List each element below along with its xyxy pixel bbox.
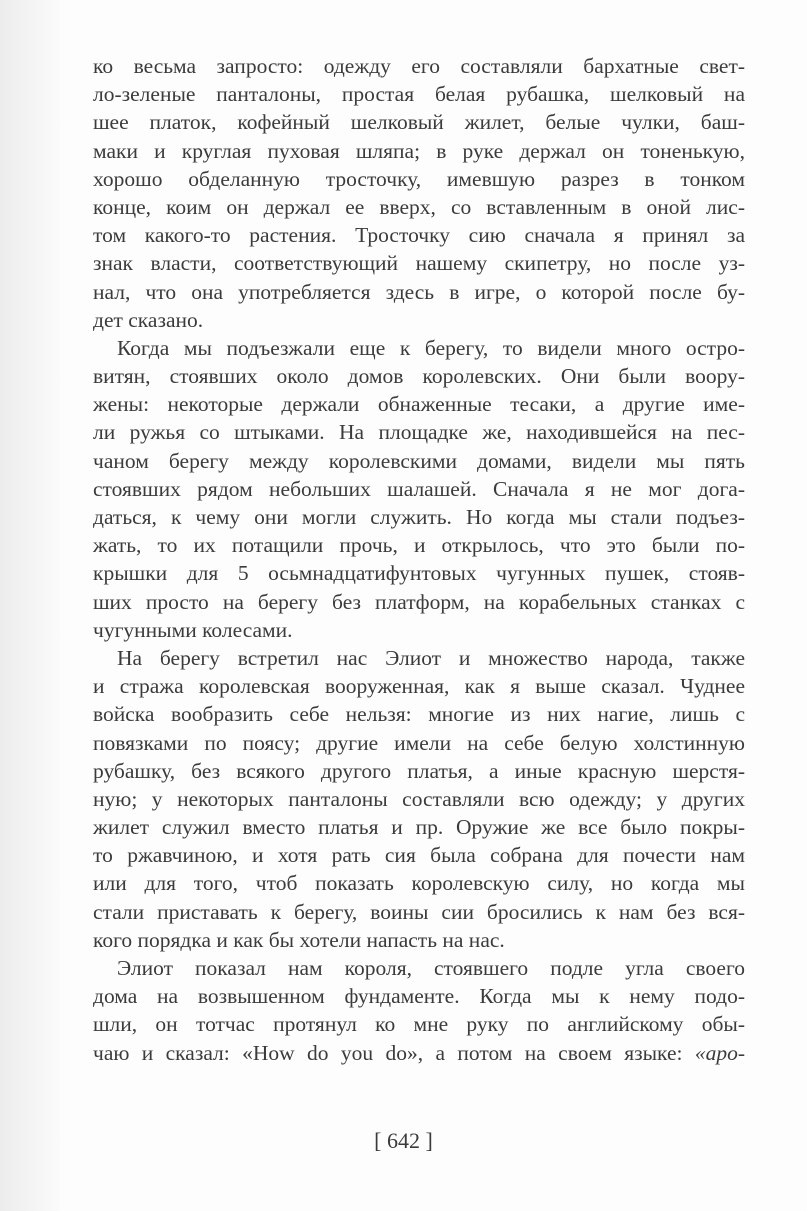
text-line: или для того, чтоб показать королевскую силу, но когда мы bbox=[93, 871, 745, 896]
page-edge-shadow bbox=[0, 0, 60, 1211]
text-line: войска вообразить себе нельзя: многие из них нагие, лишь с bbox=[93, 702, 745, 727]
text-line: ших просто на берегу без платформ, на корабельных станках с bbox=[93, 589, 745, 614]
text-line: ли ружья со штыками. На площадке же, находившейся на пес- bbox=[93, 420, 745, 445]
text-line: том какого-то растения. Тросточку сию сначала я принял за bbox=[93, 223, 745, 248]
text-line: Элиот показал нам короля, стоявшего подле угла своего bbox=[117, 956, 745, 980]
text-line: и стража королевская вооруженная, как я выше сказал. Чуднее bbox=[93, 674, 745, 699]
paragraph bbox=[93, 52, 745, 334]
text-line: рубашку, без всякого другого платья, а иные красную шерстя- bbox=[93, 758, 745, 783]
text-line: то ржавчиною, и хотя рать сия была собрана для почести нам bbox=[93, 843, 745, 868]
paragraph bbox=[93, 644, 745, 954]
text-line: жилет служил вместо платья и пр. Оружие же все было покры- bbox=[93, 815, 745, 840]
text-line: чаном берегу между королевскими домами, видели мы пять bbox=[93, 448, 745, 473]
text-line: нал, что она употребляется здесь в игре, о которой после бу- bbox=[93, 279, 745, 304]
text-line: крышки для 5 осьмнадцатифунтовых чугунных пушек, стояв- bbox=[93, 561, 745, 586]
text-line: шее платок, кофейный шелковый жилет, белые чулки, баш- bbox=[93, 110, 745, 135]
paragraph bbox=[93, 334, 745, 644]
text-line: ную; у некоторых панталоны составляли всю одежду; у других bbox=[93, 786, 745, 811]
text-line: маки и круглая пуховая шляпа; в руке держал он тоненькую, bbox=[93, 138, 745, 163]
text-line: витян, стоявших около домов королевских. Они были воору- bbox=[93, 364, 745, 389]
text-line: чугунными колесами. bbox=[93, 617, 293, 642]
text-line: жать, то их потащили прочь, и открылось, что это были по- bbox=[93, 533, 745, 558]
text-line: стоявших рядом небольших шалашей. Сначала я не мог дога- bbox=[93, 476, 745, 501]
text-line: дома на возвышенном фундаменте. Когда мы к нему подо- bbox=[93, 984, 745, 1009]
text-line: ло-зеленые панталоны, простая белая рубашка, шелковый на bbox=[93, 82, 745, 107]
text-line: дет сказано. bbox=[93, 307, 204, 332]
text-line: шли, он тотчас протянул ко мне руку по английскому обы- bbox=[93, 1012, 745, 1037]
text-line: хорошо обделанную тросточку, имевшую разрез в тонком bbox=[93, 166, 745, 191]
text-line: чаю и сказал: «How do you do», а потом на своем языке: «аро- bbox=[93, 1040, 745, 1065]
paragraph bbox=[93, 954, 745, 1067]
italic-word: «аро- bbox=[694, 1040, 745, 1065]
text-line: повязками по поясу; другие имели на себе белую холстинную bbox=[93, 730, 745, 755]
page-number: [ 642 ] bbox=[374, 1128, 433, 1153]
text-line: стали приставать к берегу, воины сии бросились к нам без вся- bbox=[93, 899, 745, 924]
text-line: конце, коим он держал ее вверх, со вставленным в оной лис- bbox=[93, 194, 745, 219]
text-line: ко весьма запросто: одежду его составляли бархатные свет- bbox=[93, 54, 745, 78]
text-line: знак власти, соответствующий нашему скипетру, но после уз- bbox=[93, 251, 745, 276]
text-line: кого порядка и как бы хотели напасть на нас. bbox=[93, 927, 505, 952]
text-line: На берегу встретил нас Элиот и множество народа, также bbox=[117, 645, 745, 670]
page-body bbox=[93, 52, 745, 1067]
text-line: даться, к чему они могли служить. Но когда мы стали подъез- bbox=[93, 505, 745, 529]
text-line: жены: некоторые держали обнаженные тесаки, а другие име- bbox=[93, 392, 745, 417]
text-line: Когда мы подъезжали еще к берегу, то видели много остро- bbox=[117, 335, 745, 360]
